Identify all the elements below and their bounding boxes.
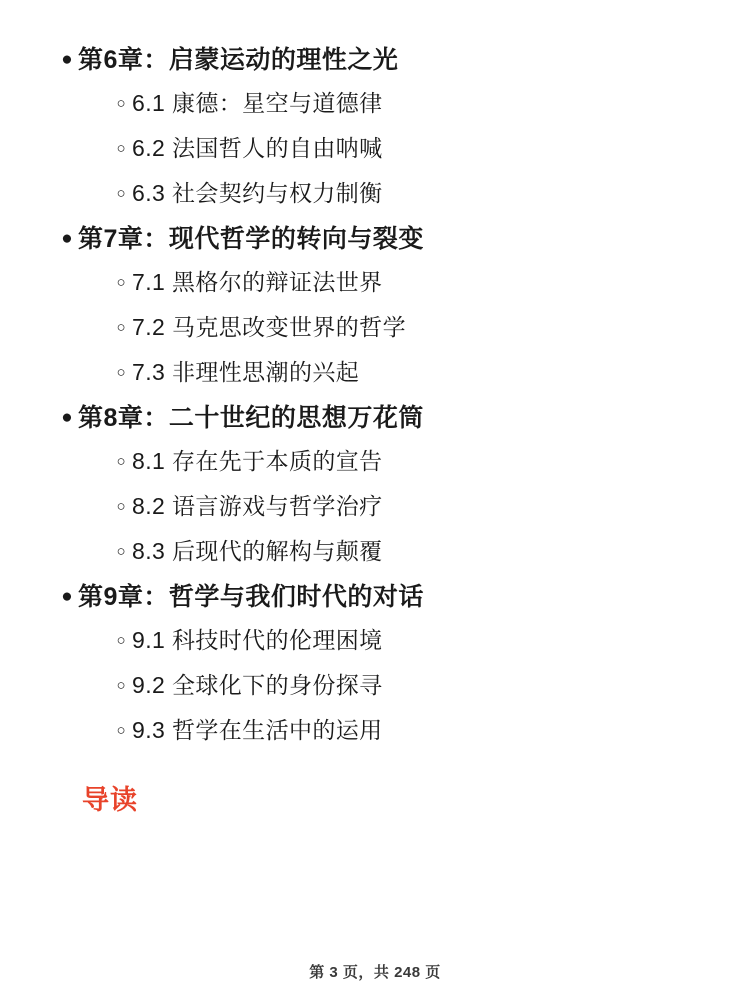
toc-section-label: 9.1 科技时代的伦理困境 bbox=[132, 627, 383, 653]
toc-section-label: 9.2 全球化下的身份探寻 bbox=[132, 672, 383, 698]
toc-section-item[interactable] bbox=[110, 442, 694, 481]
toc-section-label: 8.2 语言游戏与哲学治疗 bbox=[132, 493, 383, 519]
circle-bullet-icon: ○ bbox=[116, 722, 126, 739]
toc-section-list bbox=[56, 442, 694, 571]
circle-bullet-icon: ○ bbox=[116, 543, 126, 560]
toc-section-item[interactable] bbox=[110, 711, 694, 750]
toc-section-list bbox=[56, 84, 694, 213]
circle-bullet-icon: ○ bbox=[116, 274, 126, 291]
toc-section-item[interactable] bbox=[110, 174, 694, 213]
circle-bullet-icon: ○ bbox=[116, 319, 126, 336]
toc-chapter-item[interactable] bbox=[56, 40, 694, 80]
toc-section-label: 6.2 法国哲人的自由呐喊 bbox=[132, 135, 383, 161]
circle-bullet-icon: ○ bbox=[116, 95, 126, 112]
toc-section-label: 9.3 哲学在生活中的运用 bbox=[132, 717, 383, 743]
toc-chapter-block bbox=[56, 40, 694, 213]
disc-bullet-icon: ● bbox=[61, 228, 73, 249]
table-of-contents bbox=[56, 40, 694, 750]
toc-chapter-block bbox=[56, 219, 694, 392]
toc-section-item[interactable] bbox=[110, 621, 694, 660]
toc-section-label: 7.1 黑格尔的辩证法世界 bbox=[132, 269, 383, 295]
section-heading-guide: 导读 bbox=[82, 785, 138, 815]
circle-bullet-icon: ○ bbox=[116, 677, 126, 694]
toc-section-item[interactable] bbox=[110, 84, 694, 123]
circle-bullet-icon: ○ bbox=[116, 498, 126, 515]
toc-chapter-label: 第9章：哲学与我们时代的对话 bbox=[78, 583, 424, 611]
toc-chapter-item[interactable] bbox=[56, 577, 694, 617]
toc-chapter-item[interactable] bbox=[56, 398, 694, 438]
toc-chapter-label: 第8章：二十世纪的思想万花筒 bbox=[78, 404, 424, 432]
toc-section-label: 8.3 后现代的解构与颠覆 bbox=[132, 538, 383, 564]
page-footer: 第 3 页，共 248 页 bbox=[309, 964, 441, 981]
toc-section-list bbox=[56, 263, 694, 392]
toc-chapter-block bbox=[56, 398, 694, 571]
toc-chapter-label: 第6章：启蒙运动的理性之光 bbox=[78, 46, 399, 74]
toc-section-item[interactable] bbox=[110, 308, 694, 347]
circle-bullet-icon: ○ bbox=[116, 140, 126, 157]
toc-section-item[interactable] bbox=[110, 666, 694, 705]
toc-section-item[interactable] bbox=[110, 129, 694, 168]
toc-section-label: 6.3 社会契约与权力制衡 bbox=[132, 180, 383, 206]
circle-bullet-icon: ○ bbox=[116, 364, 126, 381]
toc-chapter-block bbox=[56, 577, 694, 750]
toc-section-list bbox=[56, 621, 694, 750]
toc-section-item[interactable] bbox=[110, 263, 694, 302]
disc-bullet-icon: ● bbox=[61, 586, 73, 607]
toc-section-item[interactable] bbox=[110, 532, 694, 571]
toc-section-label: 8.1 存在先于本质的宣告 bbox=[132, 448, 383, 474]
circle-bullet-icon: ○ bbox=[116, 632, 126, 649]
toc-section-label: 7.3 非理性思潮的兴起 bbox=[132, 359, 360, 385]
toc-section-item[interactable] bbox=[110, 487, 694, 526]
toc-chapter-item[interactable] bbox=[56, 219, 694, 259]
toc-section-label: 7.2 马克思改变世界的哲学 bbox=[132, 314, 406, 340]
disc-bullet-icon: ● bbox=[61, 49, 73, 70]
disc-bullet-icon: ● bbox=[61, 407, 73, 428]
toc-section-label: 6.1 康德：星空与道德律 bbox=[132, 90, 383, 116]
circle-bullet-icon: ○ bbox=[116, 185, 126, 202]
toc-section-item[interactable] bbox=[110, 353, 694, 392]
circle-bullet-icon: ○ bbox=[116, 453, 126, 470]
toc-chapter-label: 第7章：现代哲学的转向与裂变 bbox=[78, 225, 424, 253]
